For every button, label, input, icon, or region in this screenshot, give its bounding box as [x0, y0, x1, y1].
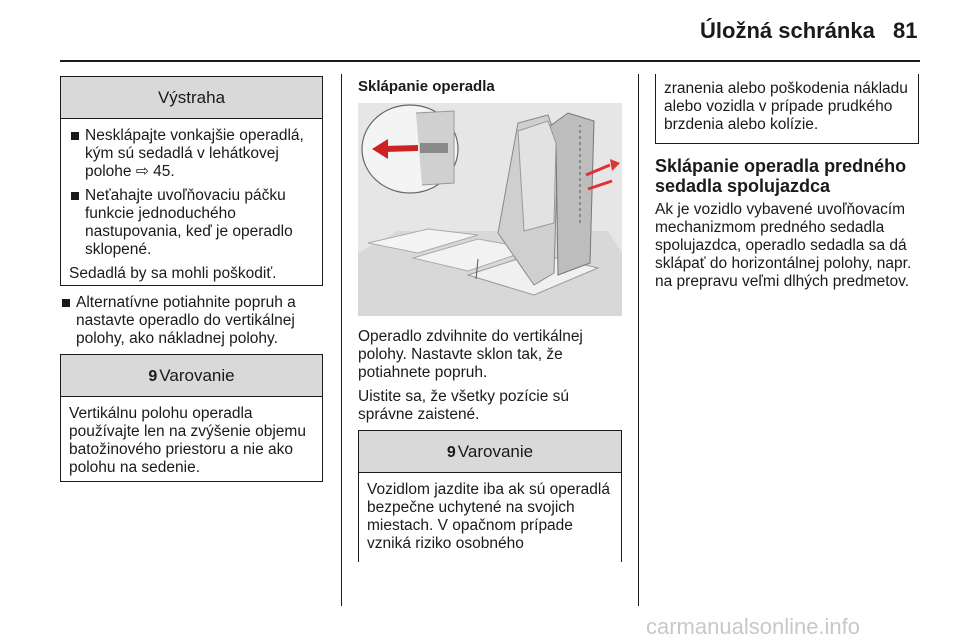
warning-icon: 9	[446, 444, 456, 461]
warning-item-text: Neťahajte uvoľňovaciu páčku funkcie jednoduchého nastupovania, keď je operadlo sklopené.	[85, 187, 293, 258]
caution-box-title: Varovanie	[457, 442, 534, 461]
warning-item	[69, 187, 314, 259]
body-paragraph: Uistite sa, že všetky pozície sú správne zaistené.	[358, 388, 570, 423]
caution-box-body	[61, 397, 322, 483]
bullet-icon	[71, 132, 79, 140]
caution-box	[60, 354, 323, 482]
page-header-title: Úložná schránka	[700, 18, 875, 43]
body-paragraph: Ak je vozidlo vybavené uvoľňovacím mechanizmom predného sedadla spolujazdca, operadlo sedadla sa dá sklápať do horizontálnej polohy, napr. na prepravu veľmi dlhých predmetov.	[655, 201, 912, 290]
caution-box	[358, 430, 622, 562]
caution-box-title: Varovanie	[159, 366, 235, 385]
warning-item	[69, 127, 314, 181]
bullet-icon	[71, 192, 79, 200]
warning-box-title: Výstraha	[61, 77, 322, 119]
watermark: carmanualsonline.info	[646, 614, 861, 639]
warning-box	[60, 76, 323, 286]
warning-note: Sedadlá by sa mohli poškodiť.	[69, 265, 277, 282]
warning-item-text: Nesklápajte vonkajšie operadlá, kým sú sedadlá v lehátkovej polohe ⇨ 45.	[85, 127, 304, 180]
body-text	[358, 328, 620, 430]
warning-box-body	[61, 119, 322, 289]
list-item-text: Alternatívne potiahnite popruh a nastavte operadlo do vertikálnej polohy, ako nákladnej polohy.	[76, 294, 296, 347]
section-heading: Sklápanie operadla	[358, 78, 495, 95]
caution-box-header	[359, 431, 621, 473]
header-divider	[60, 60, 920, 62]
seat-illustration	[358, 103, 622, 316]
body-text	[655, 201, 923, 297]
warning-icon: 9	[148, 368, 158, 385]
caution-box-body	[359, 473, 621, 559]
body-paragraph: Operadlo zdvihnite do vertikálnej polohy. Nastavte sklon tak, že potiahnete popruh.	[358, 328, 583, 381]
caution-box-continued	[655, 74, 919, 144]
bullet-paragraph	[60, 294, 322, 354]
caution-text: zranenia alebo poškodenia nákladu alebo vozidla v prípade prudkého brzdenia alebo kolízie.	[664, 80, 908, 133]
caution-text: Vertikálnu polohu operadla používajte len na zvýšenie objemu batožinového priestoru a nie ako polohu na sedenie.	[69, 405, 306, 476]
caution-box-header	[61, 355, 322, 397]
column-divider-left	[341, 74, 342, 606]
column-divider-right	[638, 74, 639, 606]
caution-text: Vozidlom jazdite iba ak sú operadlá bezpečne uchytené na svojich miestach. V opačnom prípade vzniká riziko osobného	[367, 481, 610, 552]
caution-box-body	[656, 74, 918, 140]
section-heading: Sklápanie operadla predného sedadla spolujazdca	[655, 156, 907, 196]
page-number: 81	[893, 18, 918, 43]
seat-backrest-figure	[358, 103, 622, 316]
bullet-icon	[62, 299, 70, 307]
list-item	[60, 294, 322, 348]
